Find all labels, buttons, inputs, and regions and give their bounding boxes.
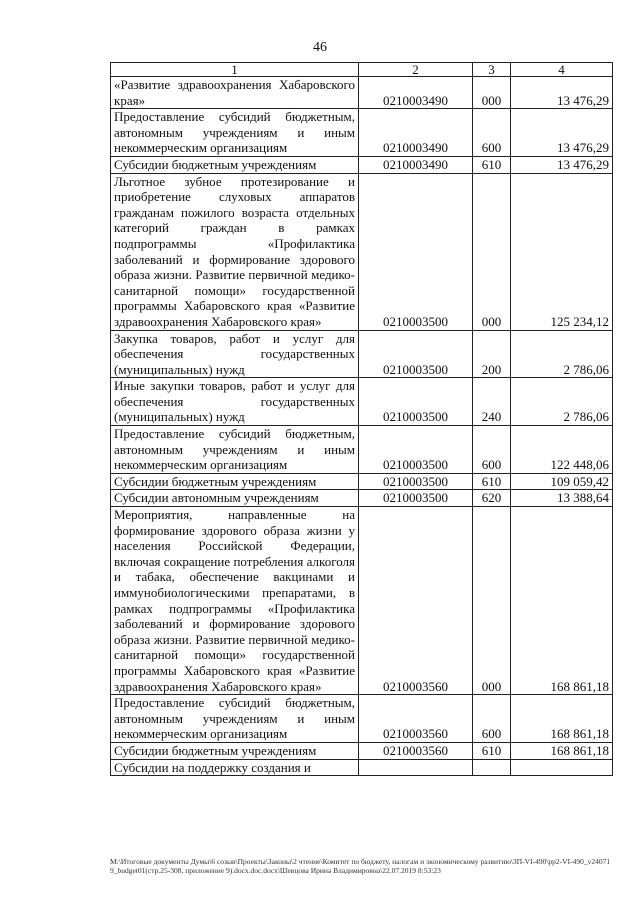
row-expense-type: 610 [473,473,511,490]
row-description: Субсидии бюджетным учреждениям [111,742,359,759]
row-amount: 168 861,18 [511,507,613,695]
row-description: Льготное зубное протезирование и приобретение слуховых аппаратов гражданам пожилого возраста отдельных категорий граждан в рамках подпрограммы «Профилактика заболеваний и формирование здорового образа жизни. Развитие первичной медико-санитарной помощи» государственной программы Хабаровского края «Развитие здравоохранения Хабаровского края» [111,173,359,330]
row-description: Предоставление субсидий бюджетным, автономным учреждениям и иным некоммерческим организациям [111,109,359,157]
row-description: Мероприятия, направленные на формирование здорового образа жизни у населения Российской Федерации, включая сокращение потребления алкоголя и табака, обеспечение вакцинами и иммунобиологическими препаратами, в рамках подпрограммы «Профилактика заболеваний и формирование здорового образа жизни. Развитие первичной медико-санитарной помощи» государственной программы Хабаровского края «Развитие здравоохранения Хабаровского края» [111,507,359,695]
row-amount: 168 861,18 [511,742,613,759]
table-row [111,156,613,173]
row-amount: 109 059,42 [511,473,613,490]
row-description: Субсидии бюджетным учреждениям [111,156,359,173]
row-amount: 125 234,12 [511,173,613,330]
table-header-row [111,63,613,77]
table-row [111,109,613,157]
row-expense-type: 610 [473,156,511,173]
row-description: Предоставление субсидий бюджетным, автономным учреждениям и иным некоммерческим организациям [111,695,359,743]
table-row [111,695,613,743]
row-target-code [359,759,473,776]
table-row [111,742,613,759]
row-target-code: 0210003560 [359,742,473,759]
row-target-code: 0210003560 [359,695,473,743]
table-row [111,330,613,378]
row-expense-type: 000 [473,507,511,695]
header-cell-3: 3 [473,63,511,77]
budget-table [110,62,613,776]
table-row [111,426,613,474]
row-amount: 122 448,06 [511,426,613,474]
header-cell-4: 4 [511,63,613,77]
page-number: 46 [313,40,327,55]
header-cell-1: 1 [111,63,359,77]
table-row [111,173,613,330]
row-expense-type: 600 [473,695,511,743]
row-expense-type: 200 [473,330,511,378]
row-expense-type [473,759,511,776]
row-target-code: 0210003500 [359,426,473,474]
row-amount: 13 476,29 [511,109,613,157]
row-expense-type: 600 [473,109,511,157]
row-target-code: 0210003500 [359,173,473,330]
table-row [111,759,613,776]
row-expense-type: 000 [473,173,511,330]
table-row [111,507,613,695]
row-description: «Развитие здравоохранения Хабаровского края» [111,77,359,109]
row-expense-type: 610 [473,742,511,759]
row-description: Предоставление субсидий бюджетным, автономным учреждениям и иным некоммерческим организациям [111,426,359,474]
row-target-code: 0210003490 [359,77,473,109]
row-description: Закупка товаров, работ и услуг для обеспечения государственных (муниципальных) нужд [111,330,359,378]
table-row [111,77,613,109]
row-target-code: 0210003490 [359,109,473,157]
row-target-code: 0210003500 [359,473,473,490]
row-amount: 168 861,18 [511,695,613,743]
row-amount: 2 786,06 [511,378,613,426]
row-expense-type: 620 [473,490,511,507]
table-row [111,490,613,507]
row-amount: 13 388,64 [511,490,613,507]
header-cell-2: 2 [359,63,473,77]
row-amount [511,759,613,776]
row-description: Иные закупки товаров, работ и услуг для обеспечения государственных (муниципальных) нужд [111,378,359,426]
row-amount: 13 476,29 [511,77,613,109]
row-amount: 13 476,29 [511,156,613,173]
row-target-code: 0210003500 [359,490,473,507]
table-row [111,378,613,426]
row-description: Субсидии на поддержку создания и [111,759,359,776]
file-path-footer: М:\Итоговые документы Думы\6 созыв\Проекты\Законы\2 чтение\Комитет по бюджету, налогам и экономическому развитию\ЗП-VI-490\рр2-VI-490_v240719_budget01(стр.25-308, приложение 9).docx.doc.docx\Шевцова Ирина Владимировна\22.07.2019 8:53:23 [110,857,611,875]
row-target-code: 0210003500 [359,378,473,426]
row-target-code: 0210003490 [359,156,473,173]
row-amount: 2 786,06 [511,330,613,378]
table-row [111,473,613,490]
row-description: Субсидии бюджетным учреждениям [111,473,359,490]
row-expense-type: 000 [473,77,511,109]
row-target-code: 0210003560 [359,507,473,695]
row-expense-type: 240 [473,378,511,426]
row-description: Субсидии автономным учреждениям [111,490,359,507]
row-expense-type: 600 [473,426,511,474]
row-target-code: 0210003500 [359,330,473,378]
